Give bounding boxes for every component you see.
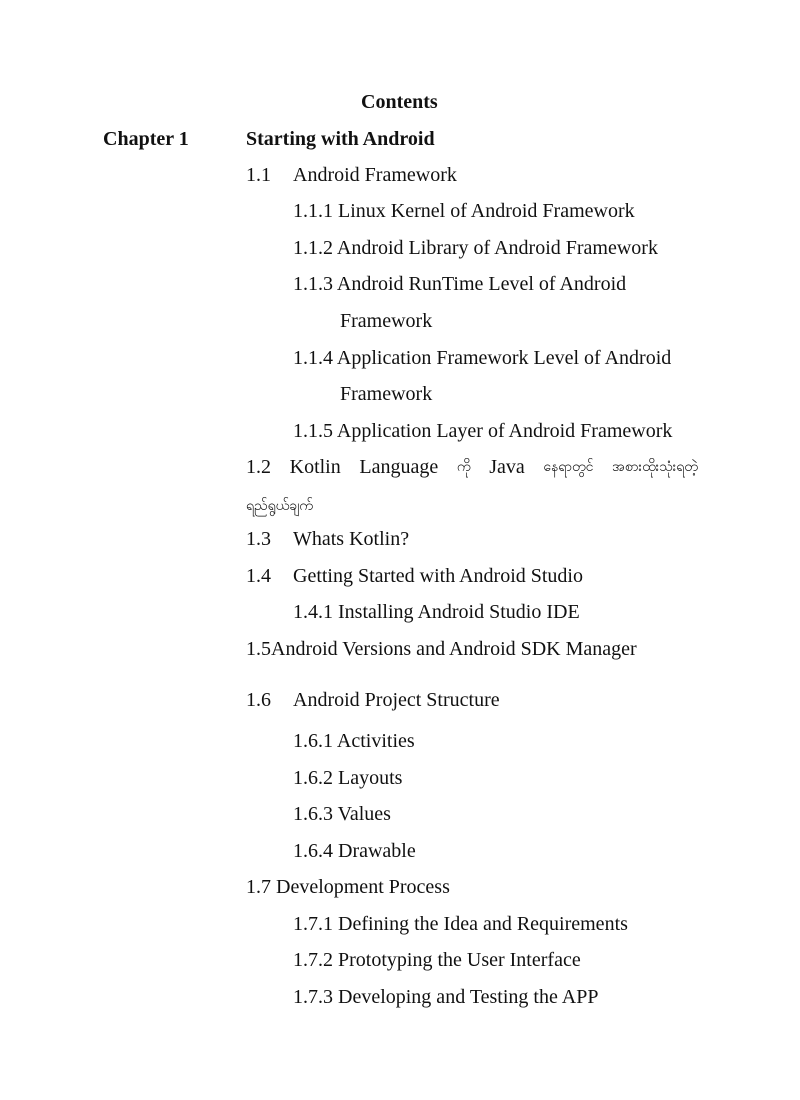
page-title: Contents xyxy=(361,91,438,113)
toc-entry-1-2-word: Java xyxy=(489,456,525,478)
toc-entry-1-6-3: 1.6.3 Values xyxy=(293,803,391,825)
toc-entry-1-7-1: 1.7.1 Defining the Idea and Requirements xyxy=(293,913,628,935)
toc-entry-1-2-word: အစားထိုးသုံးရတဲ့ xyxy=(612,459,698,475)
toc-entry-1-3-number: 1.3 xyxy=(246,528,271,550)
chapter-title: Starting with Android xyxy=(246,128,435,150)
toc-entry-1-1-number: 1.1 xyxy=(246,164,271,186)
toc-entry-1-6-2: 1.6.2 Layouts xyxy=(293,767,403,789)
chapter-label: Chapter 1 xyxy=(103,128,189,150)
toc-entry-1-5: 1.5Android Versions and Android SDK Manager xyxy=(246,638,637,660)
toc-entry-1-7-3: 1.7.3 Developing and Testing the APP xyxy=(293,986,599,1008)
toc-entry-1-3: Whats Kotlin? xyxy=(293,528,410,550)
toc-entry-1-1-3-continued: Framework xyxy=(340,310,433,332)
toc-entry-1-2-number: 1.2 xyxy=(246,456,271,478)
toc-entry-1-1-4-continued: Framework xyxy=(340,383,433,405)
toc-entry-1-1: Android Framework xyxy=(293,164,457,186)
toc-entry-1-1-4: 1.1.4 Application Framework Level of Android xyxy=(293,347,672,369)
toc-entry-1-6: Android Project Structure xyxy=(293,689,500,711)
toc-entry-1-2-word: နေရာတွင် xyxy=(543,459,594,475)
toc-entry-1-4-number: 1.4 xyxy=(246,565,271,587)
toc-entry-1-1-5: 1.1.5 Application Layer of Android Framework xyxy=(293,420,673,442)
toc-entry-1-1-2: 1.1.2 Android Library of Android Framework xyxy=(293,237,658,259)
toc-entry-1-2-word: Kotlin xyxy=(289,456,341,478)
toc-entry-1-4-1: 1.4.1 Installing Android Studio IDE xyxy=(293,601,580,623)
toc-entry-1-6-1: 1.6.1 Activities xyxy=(293,730,415,752)
toc-entry-1-7: 1.7 Development Process xyxy=(246,876,450,898)
toc-entry-1-1-3: 1.1.3 Android RunTime Level of Android xyxy=(293,273,627,295)
toc-entry-1-2-word: Language xyxy=(359,456,439,478)
toc-entry-1-7-2: 1.7.2 Prototyping the User Interface xyxy=(293,949,581,971)
toc-entry-1-6-4: 1.6.4 Drawable xyxy=(293,840,416,862)
toc-entry-1-2-word: ကို xyxy=(456,459,471,475)
toc-entry-1-6-number: 1.6 xyxy=(246,689,271,711)
toc-entry-1-1-1: 1.1.1 Linux Kernel of Android Framework xyxy=(293,200,635,222)
toc-entry-1-2 xyxy=(246,455,698,479)
toc-entry-1-4: Getting Started with Android Studio xyxy=(293,565,583,587)
toc-entry-1-2-continued: ရည်ရွယ်ချက် xyxy=(246,498,313,514)
